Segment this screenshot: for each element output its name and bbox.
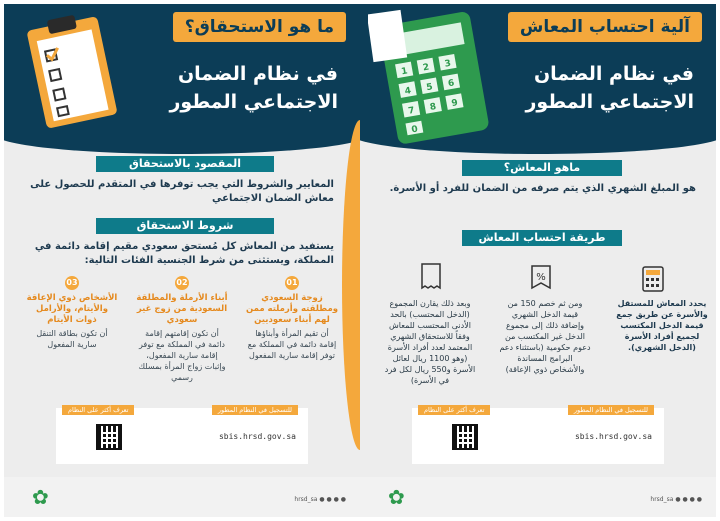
social-handle: hrsd_sa ● ● ● ● [650, 496, 702, 503]
step-number: 02 [175, 276, 189, 290]
calc-key: 2 [422, 62, 431, 74]
panel-title: آلية احتساب المعاش [508, 12, 702, 42]
section-label-meaning: المقصود بالاستحقاق [96, 156, 274, 172]
meaning-text: المعايير والشروط التي يجب توفرها في المتقدم للحصول على معاش الضمان الاجتماعي [30, 179, 334, 204]
register-pill[interactable]: للتسجيل في النظام المطور [568, 405, 654, 415]
calculation-step-3: وبعد ذلك يقارن المجموع (الدخل المحتسب) بالحد الأدنى المحتسب للمعاش وفقاً للاستحقاق الشهري المعتمد لعدد أفراد الأسرة (وهو 1100 ريال لعائل الأسرة و550 ريال لكل فرد في الأسرة) [384, 299, 476, 385]
clipboard-checklist-icon [14, 12, 134, 132]
qr-code-icon[interactable] [96, 424, 122, 450]
calc-key: 1 [400, 66, 409, 78]
condition-column-1 [246, 276, 338, 361]
condition-title: أبناء الأرملة والمطلقة السعودية من زوج غير سعودي [136, 293, 228, 325]
condition-title: زوجة السعودي ومطلقته وأرملته ممن لهم أبناء سعوديين [245, 293, 338, 325]
condition-column-2 [136, 276, 228, 383]
calc-key: 3 [443, 58, 452, 70]
calc-key: 5 [425, 82, 434, 94]
learn-more-pill[interactable]: تعرف أكثر على النظام [418, 405, 490, 415]
website-url[interactable]: sbis.hrsd.gov.sa [218, 432, 296, 441]
percent-icon [528, 264, 554, 292]
calculation-step-1: يحدد المعاش للمستقل والأسرة عن طريق جمع قيمة الدخل المكتسب لجميع أفراد الأسرة (الدخل الشهري). [616, 299, 708, 352]
condition-column-3 [26, 276, 118, 350]
conditions-text: يستفيد من المعاش كل مُستحق سعودي مقيم إقامة دائمة في المملكة، ويستثنى من شرط الجنسية الفئات التالية: [34, 241, 334, 266]
website-url[interactable]: sbis.hrsd.gov.sa [574, 432, 652, 441]
condition-text: أن تكون إقامتهم إقامة دائمة في المملكة مع توفر إقامة سارية المفعول، وإثبات زواج المرأة بمسلك رسمي [138, 329, 226, 382]
subtitle-line2: الاجتماعي المطور [169, 91, 338, 113]
calc-key: 4 [404, 86, 412, 98]
panel-subtitle [525, 60, 694, 116]
condition-text: أن تقيم المرأة وأبناؤها إقامة دائمة في المملكة مع توفر إقامة سارية المفعول [247, 329, 337, 360]
section-label-calculation-method: طريقة احتساب المعاش [462, 230, 622, 246]
eligibility-panel [4, 4, 360, 517]
pension-definition-text: هو المبلغ الشهري الذي يتم صرفه من الضمان للفرد أو الأسرة. [389, 183, 696, 194]
learn-more-pill[interactable]: تعرف أكثر على النظام [62, 405, 134, 415]
calculator-icon [368, 8, 498, 148]
subtitle-line2: الاجتماعي المطور [525, 91, 694, 113]
panel-subtitle [169, 60, 338, 116]
subtitle-line1: في نظام الضمان [533, 63, 694, 85]
section-label-conditions: شروط الاستحقاق [96, 218, 274, 234]
document-icon [418, 262, 444, 290]
social-handle: hrsd_sa ● ● ● ● [294, 496, 346, 503]
calc-key: 6 [447, 78, 456, 90]
condition-text: أن تكون بطاقة التنقل سارية المفعول [36, 329, 108, 349]
pension-calculation-panel [360, 4, 716, 517]
step-number: 01 [285, 276, 299, 290]
calculator-icon [640, 266, 666, 292]
section-label-what-is-pension: ماهو المعاش؟ [462, 160, 622, 176]
calc-key: 0 [410, 124, 419, 136]
step-number: 03 [65, 276, 79, 290]
footer-card [412, 408, 664, 464]
calc-key: 8 [429, 101, 438, 113]
qr-code-icon[interactable] [452, 424, 478, 450]
panel-title: ما هو الاستحقاق؟ [173, 12, 346, 42]
calculation-step-2: ومن ثم خصم 150 من قيمة الدخل الشهري وإضافة ذلك إلى مجموع الدخل غير المكتسب من دعوم حكومية (باستثناء دعم البرامج المساندة والأشخاص ذوي الإعاقة) [499, 299, 591, 374]
calc-key: 7 [407, 105, 416, 117]
svg-text:%: % [536, 272, 546, 283]
ministry-logo-icon: ✿ [388, 485, 405, 509]
footer-card [56, 408, 308, 464]
condition-title: الأشخاص ذوي الإعاقة والأيتام، والأرامل ذوات الأيتام [26, 293, 118, 325]
subtitle-line1: في نظام الضمان [177, 63, 338, 85]
register-pill[interactable]: للتسجيل في النظام المطور [212, 405, 298, 415]
calc-key: 9 [450, 98, 459, 110]
ministry-logo-icon: ✿ [32, 485, 49, 509]
